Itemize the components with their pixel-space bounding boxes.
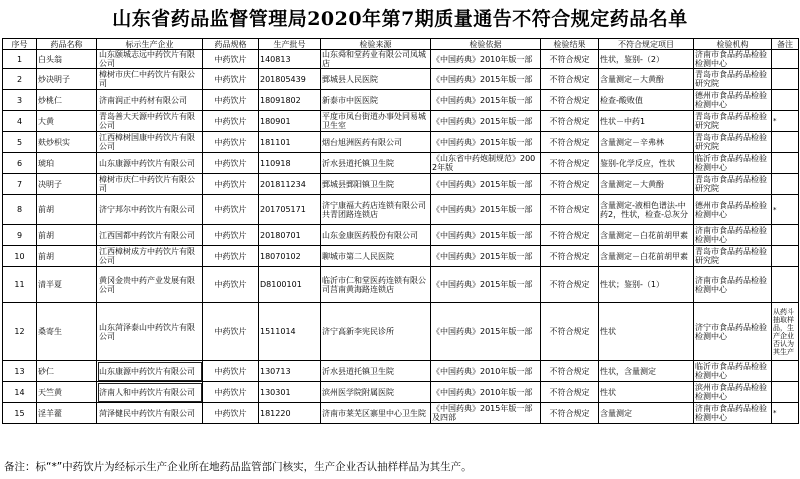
cell-result: 不符合规定: [541, 267, 599, 303]
cell-remark: 从药斗抽取样品，生产企业否认为其生产: [772, 303, 799, 361]
cell-batch: 130713: [259, 361, 321, 382]
cell-maker: 黄冈金贵中药产业发展有限公司: [97, 267, 203, 303]
cell-batch: 110918: [259, 153, 321, 174]
cell-name: 决明子: [37, 174, 97, 195]
cell-basis: 《中国药典》2015年版一部: [431, 69, 541, 90]
cell-source: 新泰市中医医院: [321, 90, 431, 111]
cell-item: 检查-酸败值: [599, 90, 694, 111]
cell-result: 不符合规定: [541, 90, 599, 111]
col-header-basis: 检验依据: [431, 39, 541, 50]
cell-name: 前胡: [37, 195, 97, 225]
cell-result: 不符合规定: [541, 303, 599, 361]
cell-maker: 樟树市庆仁中药饮片有限公司: [97, 69, 203, 90]
cell-basis: 《中国药典》2015年版一部: [431, 90, 541, 111]
cell-maker: 江西樟树成方中药饮片有限公司: [97, 246, 203, 267]
cell-name: 大黄: [37, 111, 97, 132]
table-row: [3, 132, 799, 153]
cell-no: 9: [3, 225, 37, 246]
cell-source: 山东舜和堂药业有限公司凤城店: [321, 50, 431, 69]
cell-no: 3: [3, 90, 37, 111]
cell-source: 聊城市第二人民医院: [321, 246, 431, 267]
cell-result: 不符合规定: [541, 50, 599, 69]
table-row: [3, 403, 799, 424]
col-header-maker: 标示生产企业: [97, 39, 203, 50]
cell-item: 性状，含量测定: [599, 361, 694, 382]
cell-result: 不符合规定: [541, 403, 599, 424]
cell-spec: 中药饮片: [203, 132, 259, 153]
cell-batch: 1511014: [259, 303, 321, 361]
cell-item: 含量测定: [599, 403, 694, 424]
cell-result: 不符合规定: [541, 174, 599, 195]
cell-result: 不符合规定: [541, 153, 599, 174]
cell-source: 烟台旭洲医药有限公司: [321, 132, 431, 153]
cell-no: 7: [3, 174, 37, 195]
col-header-org: 检验机构: [694, 39, 772, 50]
cell-no: 10: [3, 246, 37, 267]
cell-spec: 中药饮片: [203, 50, 259, 69]
cell-result: 不符合规定: [541, 225, 599, 246]
cell-name: 炒桃仁: [37, 90, 97, 111]
cell-batch: 181101: [259, 132, 321, 153]
cell-batch: 18070102: [259, 246, 321, 267]
table-row: [3, 153, 799, 174]
cell-org: 青岛市食品药品检验研究院: [694, 69, 772, 90]
cell-result: 不符合规定: [541, 382, 599, 403]
cell-batch: 18091802: [259, 90, 321, 111]
cell-source: 沂水县道托镇卫生院: [321, 153, 431, 174]
cell-maker: 江西樟树国康中药饮片有限公司: [97, 132, 203, 153]
cell-name: 琥珀: [37, 153, 97, 174]
cell-result: 不符合规定: [541, 361, 599, 382]
cell-org: 德州市食品药品检验检测中心: [694, 90, 772, 111]
cell-remark: [772, 361, 799, 382]
cell-remark: [772, 132, 799, 153]
cell-maker: 济南人和中药饮片有限公司: [97, 382, 203, 403]
cell-org: 济南市食品药品检验检测中心: [694, 50, 772, 69]
cell-no: 15: [3, 403, 37, 424]
cell-basis: 《中国药典》2015年版一部: [431, 174, 541, 195]
cell-item: 性状－中药1: [599, 111, 694, 132]
cell-source: 平度市凤台街道办事处同易城卫生室: [321, 111, 431, 132]
cell-name: 前胡: [37, 225, 97, 246]
cell-source: 滨州医学院附属医院: [321, 382, 431, 403]
cell-maker: 山东康源中药饮片有限公司: [97, 361, 203, 382]
cell-no: 13: [3, 361, 37, 382]
cell-name: 麸炒枳实: [37, 132, 97, 153]
cell-remark: [772, 90, 799, 111]
cell-item: 鉴别-化学反应，性状: [599, 153, 694, 174]
cell-no: 4: [3, 111, 37, 132]
cell-result: 不符合规定: [541, 69, 599, 90]
nonconforming-drugs-table: [2, 38, 799, 424]
cell-maker: 江西国都中药饮片有限公司: [97, 225, 203, 246]
cell-org: 德州市食品药品检验检测中心: [694, 195, 772, 225]
cell-remark: [772, 50, 799, 69]
cell-basis: 《中国药典》2015年版一部: [431, 303, 541, 361]
cell-source: 山东金康医药股份有限公司: [321, 225, 431, 246]
table-row: [3, 361, 799, 382]
cell-no: 11: [3, 267, 37, 303]
cell-item: 含量测定－白花前胡甲素: [599, 225, 694, 246]
cell-spec: 中药饮片: [203, 111, 259, 132]
cell-remark: [772, 246, 799, 267]
cell-source: 鄄城县鄄阳镇卫生院: [321, 174, 431, 195]
cell-source: 沂水县道托镇卫生院: [321, 361, 431, 382]
cell-item: 性状；鉴别-（1）: [599, 267, 694, 303]
cell-batch: 181220: [259, 403, 321, 424]
table-row: [3, 303, 799, 361]
cell-item: 含量测定－大黄酚: [599, 174, 694, 195]
cell-remark: [772, 153, 799, 174]
cell-spec: 中药饮片: [203, 403, 259, 424]
table-row: [3, 111, 799, 132]
cell-spec: 中药饮片: [203, 69, 259, 90]
cell-remark: [772, 382, 799, 403]
cell-maker: 青岛善大天源中药饮片有限公司: [97, 111, 203, 132]
page-title: 山东省药品监督管理局2020年第7期质量通告不符合规定药品名单: [112, 8, 688, 30]
cell-org: 青岛市食品药品检验研究院: [694, 111, 772, 132]
cell-basis: 《中国药典》2015年版一部: [431, 111, 541, 132]
cell-spec: 中药饮片: [203, 195, 259, 225]
cell-no: 6: [3, 153, 37, 174]
cell-no: 8: [3, 195, 37, 225]
cell-item: 含量测定－白花前胡甲素: [599, 246, 694, 267]
table-row: [3, 267, 799, 303]
cell-org: 临沂市食品药品检验检测中心: [694, 153, 772, 174]
cell-org: 济南市食品药品检验检测中心: [694, 267, 772, 303]
cell-name: 清半夏: [37, 267, 97, 303]
cell-name: 炒决明子: [37, 69, 97, 90]
cell-no: 1: [3, 50, 37, 69]
cell-batch: 20180701: [259, 225, 321, 246]
cell-spec: 中药饮片: [203, 382, 259, 403]
cell-basis: 《中国药典》2015年版一部: [431, 225, 541, 246]
cell-org: 青岛市食品药品检验研究院: [694, 174, 772, 195]
cell-basis: 《中国药典》2015年版一部及四部: [431, 403, 541, 424]
cell-source: 济南市莱芜区寨里中心卫生院: [321, 403, 431, 424]
cell-item: 性状: [599, 382, 694, 403]
table-row: [3, 50, 799, 69]
cell-result: 不符合规定: [541, 195, 599, 225]
cell-remark: *: [772, 111, 799, 132]
cell-item: 含量测定－辛弗林: [599, 132, 694, 153]
cell-spec: 中药饮片: [203, 361, 259, 382]
table-header-row: [3, 39, 799, 50]
cell-spec: 中药饮片: [203, 153, 259, 174]
col-header-name: 药品名称: [37, 39, 97, 50]
cell-name: 淫羊藿: [37, 403, 97, 424]
cell-item: 含量测定－大黄酚: [599, 69, 694, 90]
table-row: [3, 90, 799, 111]
cell-maker: 山东康源中药饮片有限公司: [97, 153, 203, 174]
cell-maker: 菏泽健民中药饮片有限公司: [97, 403, 203, 424]
cell-batch: D8100101: [259, 267, 321, 303]
cell-batch: 180901: [259, 111, 321, 132]
cell-item: 含量测定-液相色谱法-中药2，性状，检查-总灰分: [599, 195, 694, 225]
cell-no: 2: [3, 69, 37, 90]
cell-batch: 201705171: [259, 195, 321, 225]
cell-org: 青岛市食品药品检验研究院: [694, 132, 772, 153]
cell-basis: 《中国药典》2010年版一部: [431, 361, 541, 382]
cell-org: 滨州市食品药品检验检测中心: [694, 382, 772, 403]
cell-maker: 山东菏泽泰山中药饮片有限公司: [97, 303, 203, 361]
cell-name: 砂仁: [37, 361, 97, 382]
cell-basis: 《中国药典》2015年版一部: [431, 132, 541, 153]
cell-no: 12: [3, 303, 37, 361]
cell-result: 不符合规定: [541, 246, 599, 267]
table-row: [3, 195, 799, 225]
cell-no: 14: [3, 382, 37, 403]
cell-org: 济南市食品药品检验检测中心: [694, 403, 772, 424]
cell-remark: [772, 225, 799, 246]
cell-batch: 201805439: [259, 69, 321, 90]
cell-basis: 《中国药典》2015年版一部: [431, 195, 541, 225]
cell-basis: 《中国药典》2015年版一部: [431, 267, 541, 303]
cell-maker: 济南润正中药材有限公司: [97, 90, 203, 111]
cell-remark: [772, 69, 799, 90]
cell-remark: *: [772, 403, 799, 424]
cell-result: 不符合规定: [541, 132, 599, 153]
cell-source: 济宁康福大药店连锁有限公司共青团路连锁店: [321, 195, 431, 225]
col-header-no: 序号: [3, 39, 37, 50]
cell-remark: [772, 174, 799, 195]
table-row: [3, 69, 799, 90]
col-header-batch: 生产批号: [259, 39, 321, 50]
cell-name: 白头翁: [37, 50, 97, 69]
cell-source: 临沂市仁和堂医药连锁有限公司莒南黄海路连锁店: [321, 267, 431, 303]
cell-batch: 140813: [259, 50, 321, 69]
cell-name: 桑寄生: [37, 303, 97, 361]
cell-result: 不符合规定: [541, 111, 599, 132]
cell-source: 济宁高新李宪民诊所: [321, 303, 431, 361]
cell-item: 性状，鉴别-（2）: [599, 50, 694, 69]
cell-basis: 《山东省中药炮制规范》2002年版: [431, 153, 541, 174]
cell-org: 济南市食品药品检验检测中心: [694, 225, 772, 246]
footer-note: 备注：标“*”中药饮片为经标示生产企业所在地药品监管部门核实，生产企业否认抽样样品为其生产。: [4, 461, 472, 473]
table-row: [3, 246, 799, 267]
cell-spec: 中药饮片: [203, 303, 259, 361]
col-header-item: 不符合规定项目: [599, 39, 694, 50]
table-row: [3, 174, 799, 195]
cell-maker: 济宁邦尔中药饮片有限公司: [97, 195, 203, 225]
cell-name: 天竺黄: [37, 382, 97, 403]
cell-batch: 130301: [259, 382, 321, 403]
cell-maker: 山东颐城志远中药饮片有限公司: [97, 50, 203, 69]
cell-item: 性状: [599, 303, 694, 361]
cell-spec: 中药饮片: [203, 174, 259, 195]
cell-spec: 中药饮片: [203, 90, 259, 111]
cell-remark: [772, 267, 799, 303]
cell-remark: *: [772, 195, 799, 225]
cell-org: 临沂市食品药品检验检测中心: [694, 361, 772, 382]
cell-basis: 《中国药典》2010年版一部: [431, 382, 541, 403]
col-header-result: 检验结果: [541, 39, 599, 50]
cell-batch: 201811234: [259, 174, 321, 195]
cell-basis: 《中国药典》2015年版一部: [431, 246, 541, 267]
cell-no: 5: [3, 132, 37, 153]
cell-org: 济宁市食品药品检验检测中心: [694, 303, 772, 361]
cell-basis: 《中国药典》2010年版一部: [431, 50, 541, 69]
cell-source: 鄄城县人民医院: [321, 69, 431, 90]
cell-org: 青岛市食品药品检验研究院: [694, 246, 772, 267]
cell-maker: 樟树市庆仁中药饮片有限公司: [97, 174, 203, 195]
cell-spec: 中药饮片: [203, 246, 259, 267]
cell-name: 前胡: [37, 246, 97, 267]
table-row: [3, 225, 799, 246]
col-header-spec: 药品规格: [203, 39, 259, 50]
cell-spec: 中药饮片: [203, 267, 259, 303]
table-row: [3, 382, 799, 403]
cell-spec: 中药饮片: [203, 225, 259, 246]
col-header-source: 检验来源: [321, 39, 431, 50]
col-header-remark: 备注: [772, 39, 799, 50]
